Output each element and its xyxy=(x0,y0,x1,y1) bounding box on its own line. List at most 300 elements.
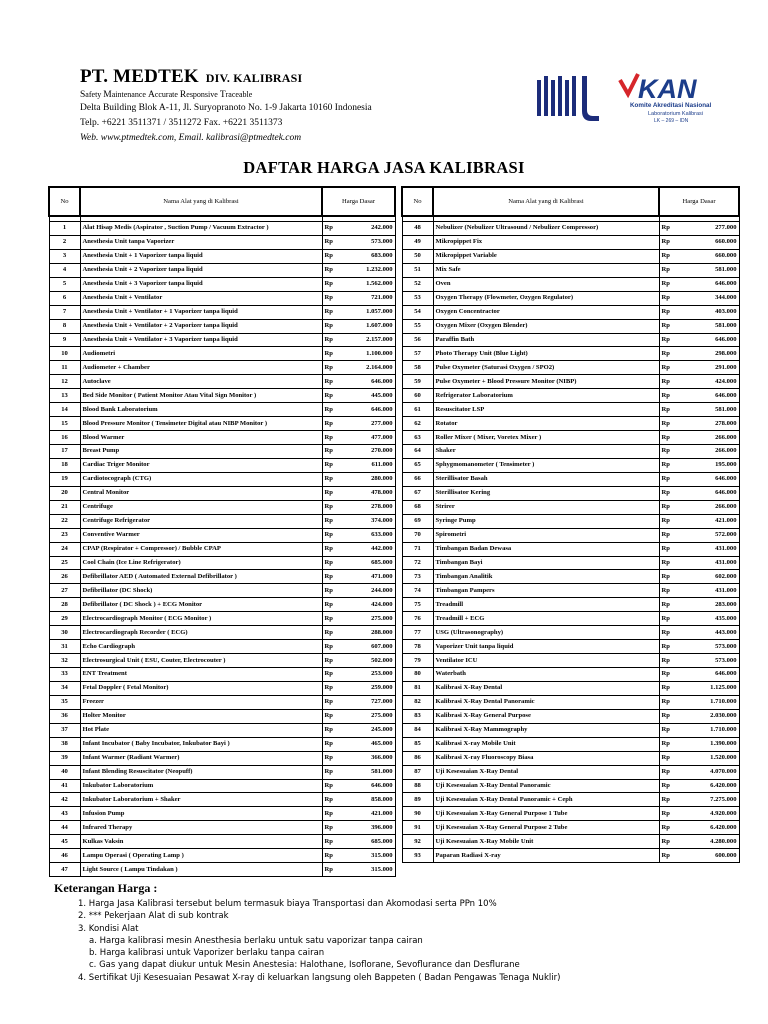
row-currency: Rp xyxy=(322,389,342,403)
row-item-name: Inkubator Laboratorium + Shaker xyxy=(80,793,322,807)
row-item-name: Fetal Doppler ( Fetal Monitor) xyxy=(80,681,322,695)
row-item-name: Defibrillator AED ( Automated External Defibrillator ) xyxy=(80,570,322,584)
table-row xyxy=(49,291,395,305)
row-item-name: Central Monitor xyxy=(80,486,322,500)
row-currency: Rp xyxy=(322,626,342,640)
table-row xyxy=(402,793,739,807)
row-currency: Rp xyxy=(322,751,342,765)
row-number: 75 xyxy=(402,598,433,612)
row-number: 37 xyxy=(49,723,80,737)
tagline-initial: R xyxy=(179,90,187,100)
row-item-name: Infrared Therapy xyxy=(80,821,322,835)
row-number: 91 xyxy=(402,821,433,835)
row-item-name: Alat Hisap Medis (Aspirator , Suction Pump / Vacuum Extractor ) xyxy=(80,222,322,236)
row-number: 69 xyxy=(402,514,433,528)
row-number: 86 xyxy=(402,751,433,765)
row-price: 646.000 xyxy=(342,779,395,793)
row-currency: Rp xyxy=(659,472,683,486)
row-number: 34 xyxy=(49,681,80,695)
row-currency: Rp xyxy=(659,556,683,570)
row-item-name: Rotator xyxy=(433,417,659,431)
row-number: 44 xyxy=(49,821,80,835)
row-price: 278.000 xyxy=(683,417,739,431)
row-currency: Rp xyxy=(659,417,683,431)
table-row xyxy=(402,542,739,556)
row-item-name: Kalibrasi X-ray Fluoroscopy Biasa xyxy=(433,751,659,765)
row-number: 4 xyxy=(49,263,80,277)
table-row xyxy=(49,598,395,612)
row-currency: Rp xyxy=(322,556,342,570)
table-header-row xyxy=(402,187,739,216)
row-item-name: Mikropippet Variable xyxy=(433,249,659,263)
row-number: 16 xyxy=(49,431,80,445)
row-price: 442.000 xyxy=(342,542,395,556)
row-item-name: Roller Mixer ( Mixer, Voretex Mixer ) xyxy=(433,431,659,445)
row-item-name: Blood Pressure Monitor ( Tensimeter Digital atau NIBP Monitor ) xyxy=(80,417,322,431)
row-item-name: Echo Cardiograph xyxy=(80,640,322,654)
row-currency: Rp xyxy=(322,765,342,779)
table-row xyxy=(49,472,395,486)
row-price: 2.164.000 xyxy=(342,361,395,375)
tagline-word: raceable xyxy=(225,90,253,99)
row-price: 611.000 xyxy=(342,458,395,472)
row-currency: Rp xyxy=(659,528,683,542)
row-item-name: Anesthesia Unit + 3 Vaporizer tanpa liquid xyxy=(80,277,322,291)
row-currency: Rp xyxy=(322,375,342,389)
row-item-name: Uji Kesesuaian X-Ray Dental Panoramic xyxy=(433,779,659,793)
row-currency: Rp xyxy=(322,472,342,486)
table-row xyxy=(402,751,739,765)
row-item-name: Paparan Radiasi X-ray xyxy=(433,849,659,863)
row-price: 280.000 xyxy=(342,472,395,486)
kan-logo xyxy=(618,72,730,126)
row-number: 6 xyxy=(49,291,80,305)
row-number: 50 xyxy=(402,249,433,263)
row-number: 9 xyxy=(49,333,80,347)
row-item-name: Audiometer + Chamber xyxy=(80,361,322,375)
row-item-name: Inkubator Laboratorium xyxy=(80,779,322,793)
row-currency: Rp xyxy=(659,681,683,695)
row-currency: Rp xyxy=(322,528,342,542)
medtek-logo xyxy=(536,74,602,124)
row-item-name: Freezer xyxy=(80,695,322,709)
row-currency: Rp xyxy=(322,347,342,361)
table-row xyxy=(402,319,739,333)
table-row xyxy=(402,556,739,570)
row-number: 5 xyxy=(49,277,80,291)
row-number: 15 xyxy=(49,417,80,431)
row-price: 266.000 xyxy=(683,500,739,514)
row-number: 85 xyxy=(402,737,433,751)
row-currency: Rp xyxy=(659,486,683,500)
table-row xyxy=(49,431,395,445)
row-item-name: Centrifuge xyxy=(80,500,322,514)
table-row xyxy=(402,403,739,417)
row-currency: Rp xyxy=(659,305,683,319)
row-number: 41 xyxy=(49,779,80,793)
row-price: 275.000 xyxy=(342,612,395,626)
row-currency: Rp xyxy=(659,835,683,849)
row-item-name: Mikropippet Fix xyxy=(433,235,659,249)
row-number: 77 xyxy=(402,626,433,640)
row-price: 573.000 xyxy=(342,235,395,249)
row-item-name: Paraffin Bath xyxy=(433,333,659,347)
tagline-word: aintenance xyxy=(111,90,148,99)
tagline-word: afety xyxy=(85,90,104,99)
tagline-word: ccurate xyxy=(154,90,180,99)
row-price: 646.000 xyxy=(683,389,739,403)
row-price: 478.000 xyxy=(342,486,395,500)
row-item-name: Uji Kesesuaian X-Ray General Purpose 1 Tube xyxy=(433,807,659,821)
table-row xyxy=(49,765,395,779)
table-row xyxy=(49,849,395,863)
row-price: 646.000 xyxy=(683,472,739,486)
table-row xyxy=(402,277,739,291)
row-number: 93 xyxy=(402,849,433,863)
row-currency: Rp xyxy=(322,361,342,375)
row-item-name: Audiometri xyxy=(80,347,322,361)
row-price: 1.607.000 xyxy=(342,319,395,333)
row-item-name: Oxygen Mixer (Oxygen Blender) xyxy=(433,319,659,333)
row-number: 43 xyxy=(49,807,80,821)
company-phone: Telp. +6221 3511371 / 3511272 Fax. +6221 3511373 xyxy=(80,118,283,128)
row-item-name: Holter Monitor xyxy=(80,709,322,723)
notes-list xyxy=(54,898,744,984)
row-item-name: Spirometri xyxy=(433,528,659,542)
row-item-name: Infant Warmer (Radiant Warmer) xyxy=(80,751,322,765)
row-price: 283.000 xyxy=(683,598,739,612)
row-number: 80 xyxy=(402,668,433,682)
row-number: 58 xyxy=(402,361,433,375)
row-number: 64 xyxy=(402,445,433,459)
row-item-name: Infusion Pump xyxy=(80,807,322,821)
row-price: 1.710.000 xyxy=(683,723,739,737)
row-currency: Rp xyxy=(659,375,683,389)
table-row xyxy=(49,807,395,821)
row-price: 253.000 xyxy=(342,668,395,682)
row-currency: Rp xyxy=(322,417,342,431)
price-table-right-body xyxy=(402,216,739,863)
row-item-name: Autoclave xyxy=(80,375,322,389)
row-price: 683.000 xyxy=(342,249,395,263)
row-price: 721.000 xyxy=(342,291,395,305)
row-item-name: Cool Chain (Ice Line Refrigerator) xyxy=(80,556,322,570)
header-name: Nama Alat yang di Kalibrasi xyxy=(80,187,322,216)
row-item-name: Anesthesia Unit + Ventilator + 1 Vaporizer tanpa liquid xyxy=(80,305,322,319)
row-currency: Rp xyxy=(659,723,683,737)
tagline-word: esponsive xyxy=(186,90,220,99)
row-item-name: Cardiac Triger Monitor xyxy=(80,458,322,472)
table-row xyxy=(49,347,395,361)
row-number: 27 xyxy=(49,584,80,598)
row-currency: Rp xyxy=(659,654,683,668)
row-item-name: Blood Bank Laboratorium xyxy=(80,403,322,417)
row-price: 6.420.000 xyxy=(683,821,739,835)
row-item-name: Treadmill xyxy=(433,598,659,612)
table-row xyxy=(49,668,395,682)
row-number: 73 xyxy=(402,570,433,584)
row-price: 581.000 xyxy=(342,765,395,779)
row-price: 424.000 xyxy=(683,375,739,389)
row-item-name: Oxygen Concentractor xyxy=(433,305,659,319)
row-item-name: Light Source ( Lampu Tindakan ) xyxy=(80,863,322,877)
row-currency: Rp xyxy=(659,333,683,347)
row-currency: Rp xyxy=(659,291,683,305)
row-item-name: Defibrillator (DC Shock) xyxy=(80,584,322,598)
row-item-name: Kulkas Vaksin xyxy=(80,835,322,849)
table-row xyxy=(49,417,395,431)
row-number: 10 xyxy=(49,347,80,361)
table-row xyxy=(402,431,739,445)
row-currency: Rp xyxy=(322,584,342,598)
row-price: 288.000 xyxy=(342,626,395,640)
row-number: 20 xyxy=(49,486,80,500)
note-item: 4. Sertifikat Uji Kesesuaian Pesawat X-ray di keluarkan langsung oleh Bappeten ( Badan Pengawas Tenaga Nuklir) xyxy=(78,972,561,983)
row-price: 660.000 xyxy=(683,249,739,263)
row-currency: Rp xyxy=(322,723,342,737)
row-currency: Rp xyxy=(322,445,342,459)
row-item-name: Ventilator ICU xyxy=(433,654,659,668)
row-number: 57 xyxy=(402,347,433,361)
row-price: 291.000 xyxy=(683,361,739,375)
row-price: 685.000 xyxy=(342,556,395,570)
table-row xyxy=(402,417,739,431)
table-row xyxy=(49,584,395,598)
table-row xyxy=(402,472,739,486)
row-currency: Rp xyxy=(322,222,342,236)
row-price: 298.000 xyxy=(683,347,739,361)
row-number: 32 xyxy=(49,654,80,668)
table-row xyxy=(49,375,395,389)
row-currency: Rp xyxy=(322,709,342,723)
table-row xyxy=(49,640,395,654)
row-item-name: Infant Incubator ( Baby Incubator, Inkubator Bayi ) xyxy=(80,737,322,751)
row-item-name: Electrocardiograph Recorder ( ECG) xyxy=(80,626,322,640)
table-row xyxy=(49,654,395,668)
row-price: 374.000 xyxy=(342,514,395,528)
row-number: 55 xyxy=(402,319,433,333)
table-row xyxy=(402,500,739,514)
row-price: 502.000 xyxy=(342,654,395,668)
row-number: 40 xyxy=(49,765,80,779)
row-number: 39 xyxy=(49,751,80,765)
price-table-left xyxy=(48,186,396,877)
row-number: 29 xyxy=(49,612,80,626)
table-row xyxy=(49,235,395,249)
row-number: 92 xyxy=(402,835,433,849)
row-item-name: Anesthesia Unit + Ventilator + 3 Vaporizer tanpa liquid xyxy=(80,333,322,347)
row-currency: Rp xyxy=(659,249,683,263)
row-price: 581.000 xyxy=(683,403,739,417)
row-number: 23 xyxy=(49,528,80,542)
row-item-name: Waterbath xyxy=(433,668,659,682)
header-name: Nama Alat yang di Kalibrasi xyxy=(433,187,659,216)
row-price: 443.000 xyxy=(683,626,739,640)
row-price: 646.000 xyxy=(683,333,739,347)
table-row xyxy=(402,737,739,751)
row-number: 33 xyxy=(49,668,80,682)
row-currency: Rp xyxy=(322,235,342,249)
row-price: 277.000 xyxy=(342,417,395,431)
table-row xyxy=(402,458,739,472)
table-row xyxy=(49,751,395,765)
row-currency: Rp xyxy=(322,291,342,305)
row-item-name: Uji Kesesuaian X-Ray Dental xyxy=(433,765,659,779)
row-currency: Rp xyxy=(659,500,683,514)
row-number: 30 xyxy=(49,626,80,640)
row-currency: Rp xyxy=(322,849,342,863)
row-number: 21 xyxy=(49,500,80,514)
row-number: 78 xyxy=(402,640,433,654)
row-price: 403.000 xyxy=(683,305,739,319)
row-currency: Rp xyxy=(322,598,342,612)
row-item-name: Lampu Operasi ( Operating Lamp ) xyxy=(80,849,322,863)
row-number: 19 xyxy=(49,472,80,486)
table-row xyxy=(402,584,739,598)
row-currency: Rp xyxy=(659,570,683,584)
row-price: 646.000 xyxy=(342,375,395,389)
row-currency: Rp xyxy=(659,793,683,807)
table-row xyxy=(49,779,395,793)
row-price: 431.000 xyxy=(683,542,739,556)
row-item-name: Kalibrasi X-Ray Dental xyxy=(433,681,659,695)
row-price: 266.000 xyxy=(683,445,739,459)
row-item-name: Oxygen Therapy (Flowmeter, Ozygen Regulator) xyxy=(433,291,659,305)
row-currency: Rp xyxy=(322,821,342,835)
row-item-name: Anesthesia Unit + 2 Vaporizer tanpa liquid xyxy=(80,263,322,277)
tagline-initial: S xyxy=(80,90,86,100)
table-row xyxy=(49,626,395,640)
row-item-name: Uji Kesesuaian X-Ray Mobile Unit xyxy=(433,835,659,849)
table-row xyxy=(402,375,739,389)
row-currency: Rp xyxy=(322,695,342,709)
row-number: 14 xyxy=(49,403,80,417)
row-number: 63 xyxy=(402,431,433,445)
row-price: 195.000 xyxy=(683,458,739,472)
row-number: 38 xyxy=(49,737,80,751)
table-row xyxy=(402,305,739,319)
row-currency: Rp xyxy=(322,458,342,472)
row-number: 59 xyxy=(402,375,433,389)
note-item: b. Harga kalibrasi untuk Vaporizer berlaku tanpa cairan xyxy=(89,948,325,959)
row-currency: Rp xyxy=(659,389,683,403)
row-currency: Rp xyxy=(659,584,683,598)
row-item-name: Shaker xyxy=(433,445,659,459)
row-number: 67 xyxy=(402,486,433,500)
kan-logo-name: KAN xyxy=(638,74,697,104)
table-row xyxy=(49,709,395,723)
row-number: 48 xyxy=(402,222,433,236)
row-currency: Rp xyxy=(659,514,683,528)
row-number: 66 xyxy=(402,472,433,486)
row-currency: Rp xyxy=(659,640,683,654)
header-price: Harga Dasar xyxy=(659,187,739,216)
row-number: 68 xyxy=(402,500,433,514)
row-price: 858.000 xyxy=(342,793,395,807)
document-title: DAFTAR HARGA JASA KALIBRASI xyxy=(243,158,525,177)
row-currency: Rp xyxy=(659,403,683,417)
row-number: 51 xyxy=(402,263,433,277)
row-number: 35 xyxy=(49,695,80,709)
row-currency: Rp xyxy=(659,431,683,445)
row-currency: Rp xyxy=(322,570,342,584)
row-price: 4.920.000 xyxy=(683,807,739,821)
row-number: 71 xyxy=(402,542,433,556)
row-number: 22 xyxy=(49,514,80,528)
table-row xyxy=(402,222,739,236)
row-currency: Rp xyxy=(322,863,342,877)
table-row xyxy=(402,654,739,668)
row-currency: Rp xyxy=(322,514,342,528)
row-price: 266.000 xyxy=(683,431,739,445)
row-currency: Rp xyxy=(322,640,342,654)
row-price: 396.000 xyxy=(342,821,395,835)
row-currency: Rp xyxy=(322,305,342,319)
row-price: 607.000 xyxy=(342,640,395,654)
header-no: No xyxy=(49,187,80,216)
row-item-name: Timbangan Analitik xyxy=(433,570,659,584)
table-row xyxy=(49,612,395,626)
row-item-name: Treadmill + ECG xyxy=(433,612,659,626)
row-number: 3 xyxy=(49,249,80,263)
row-number: 26 xyxy=(49,570,80,584)
table-row xyxy=(402,640,739,654)
row-item-name: ENT Treatment xyxy=(80,668,322,682)
table-row xyxy=(49,528,395,542)
note-item: 3. Kondisi Alat xyxy=(78,923,139,934)
row-price: 344.000 xyxy=(683,291,739,305)
row-number: 2 xyxy=(49,235,80,249)
row-number: 74 xyxy=(402,584,433,598)
company-name-text: PT. MEDTEK xyxy=(80,66,199,87)
tagline-initial: A xyxy=(147,90,155,100)
table-row xyxy=(49,458,395,472)
row-number: 90 xyxy=(402,807,433,821)
row-number: 11 xyxy=(49,361,80,375)
row-price: 581.000 xyxy=(683,319,739,333)
row-number: 89 xyxy=(402,793,433,807)
row-price: 1.390.000 xyxy=(683,737,739,751)
row-item-name: Anesthesia Unit + Ventilator + 2 Vaporizer tanpa liquid xyxy=(80,319,322,333)
row-item-name: USG (Ultrasonography) xyxy=(433,626,659,640)
table-row xyxy=(402,709,739,723)
table-row xyxy=(402,612,739,626)
company-tagline xyxy=(80,90,252,100)
table-row xyxy=(402,333,739,347)
row-number: 42 xyxy=(49,793,80,807)
table-row xyxy=(402,668,739,682)
notes-title: Keterangan Harga : xyxy=(54,881,158,895)
row-currency: Rp xyxy=(659,235,683,249)
row-price: 4.280.000 xyxy=(683,835,739,849)
row-price: 581.000 xyxy=(683,263,739,277)
row-currency: Rp xyxy=(659,807,683,821)
price-table-right xyxy=(401,186,740,863)
table-row xyxy=(49,486,395,500)
company-division: DIV. KALIBRASI xyxy=(205,71,303,85)
company-name xyxy=(80,66,302,88)
kan-logo-org: Komite Akreditasi Nasional xyxy=(630,102,712,109)
table-row xyxy=(402,681,739,695)
tagline-initial: T xyxy=(219,90,226,100)
row-currency: Rp xyxy=(322,403,342,417)
row-item-name: Hot Plate xyxy=(80,723,322,737)
row-price: 471.000 xyxy=(342,570,395,584)
row-number: 72 xyxy=(402,556,433,570)
row-currency: Rp xyxy=(659,319,683,333)
row-currency: Rp xyxy=(659,695,683,709)
row-item-name: Anesthesia Unit + Ventilator xyxy=(80,291,322,305)
